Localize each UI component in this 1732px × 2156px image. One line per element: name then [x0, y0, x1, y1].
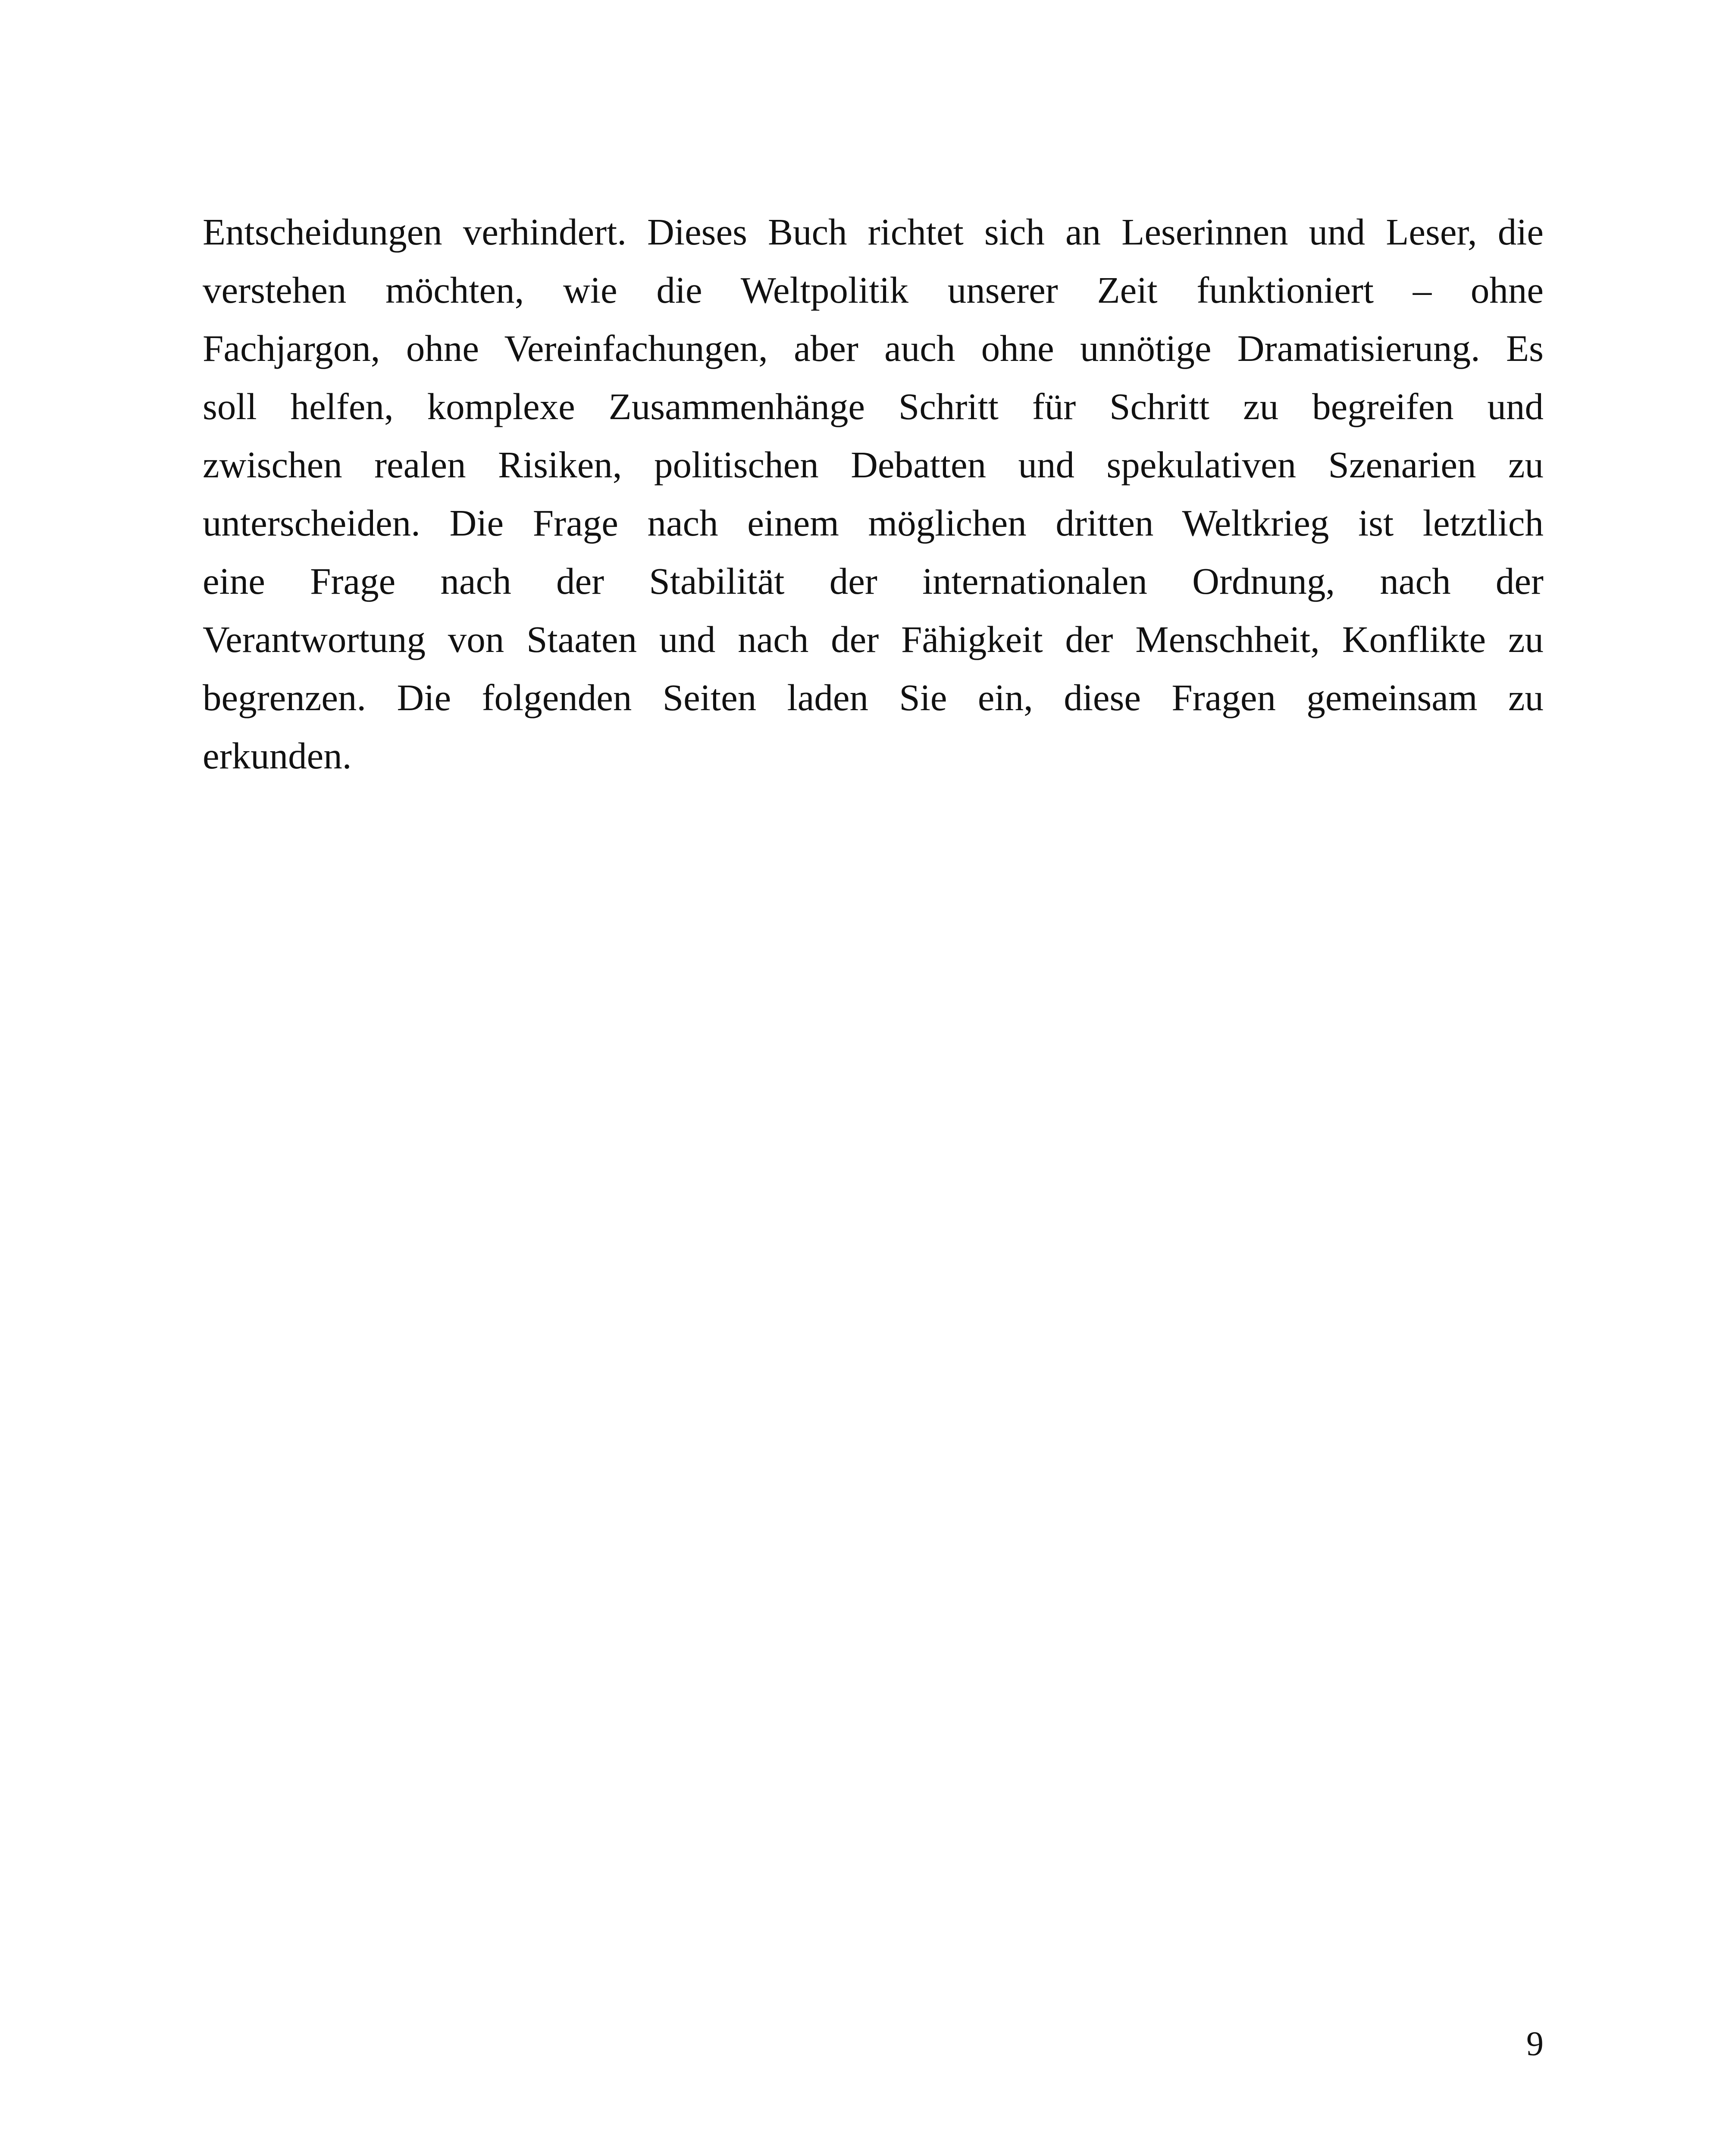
paragraph-line: erkunden. [203, 735, 352, 777]
body-paragraph [203, 203, 1544, 785]
paragraph-line: Fachjargon, ohne Vereinfachungen, aber auch ohne unnötige Dramatisierung. Es [203, 327, 1544, 369]
paragraph-line: zwischen realen Risiken, politischen Debatten und spekulativen Szenarien zu [203, 444, 1544, 486]
paragraph-line: verstehen möchten, wie die Weltpolitik unserer Zeit funktioniert – ohne [203, 269, 1544, 311]
paragraph-line: eine Frage nach der Stabilität der internationalen Ordnung, nach der [203, 560, 1544, 602]
paragraph-line: unterscheiden. Die Frage nach einem möglichen dritten Weltkrieg ist letztlich [203, 502, 1544, 544]
paragraph-line: begrenzen. Die folgenden Seiten laden Sie ein, diese Fragen gemeinsam zu [203, 677, 1544, 718]
page-number: 9 [1526, 2025, 1544, 2063]
paragraph-line: Verantwortung von Staaten und nach der Fähigkeit der Menschheit, Konflikte zu [203, 618, 1544, 660]
paragraph-line: Entscheidungen verhindert. Dieses Buch richtet sich an Leserinnen und Leser, die [203, 211, 1544, 253]
paragraph-line: soll helfen, komplexe Zusammenhänge Schritt für Schritt zu begreifen und [203, 385, 1544, 427]
